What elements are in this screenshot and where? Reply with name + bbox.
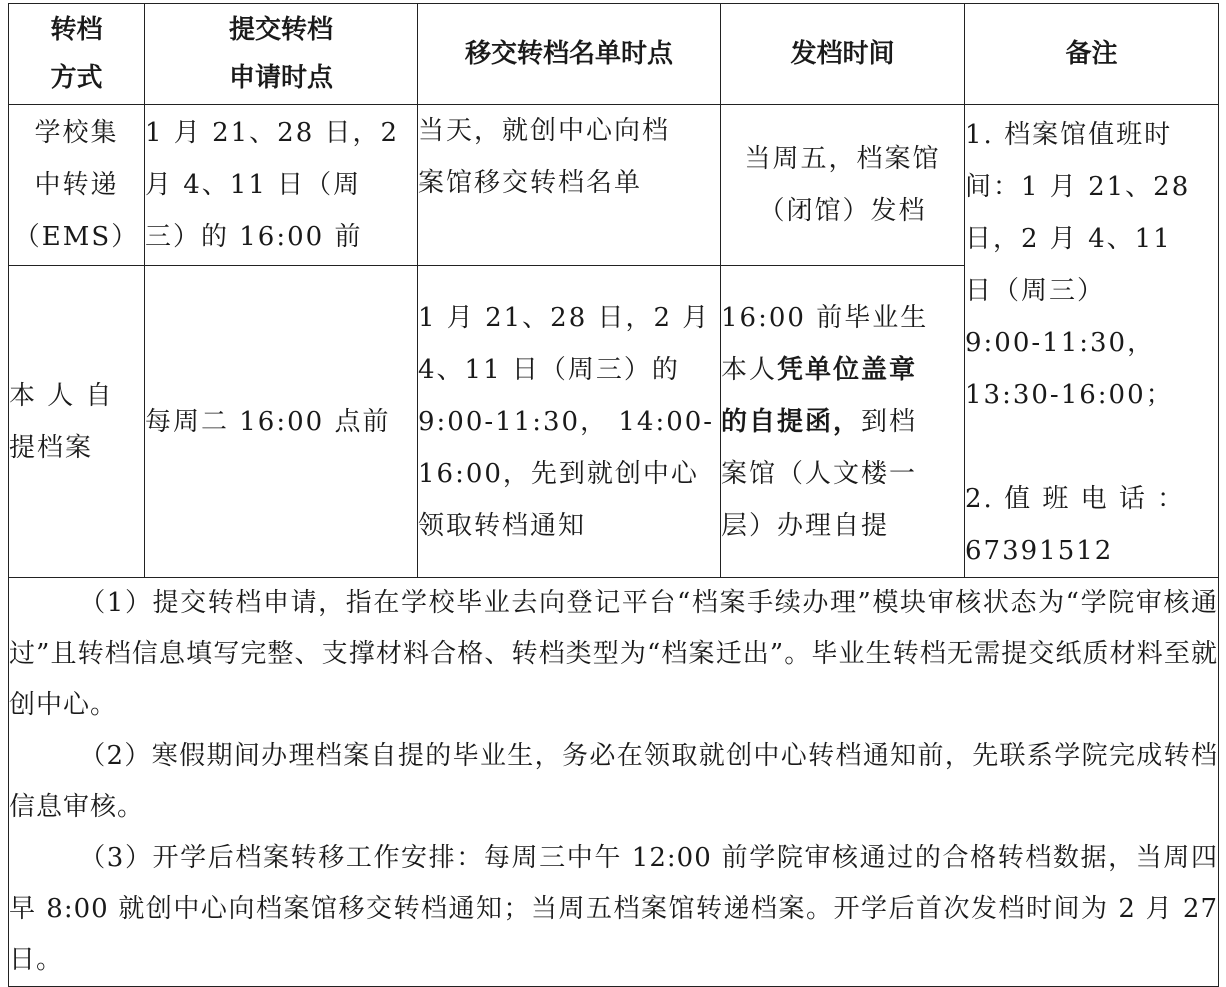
self-send-time-cell: 16:00 前毕业生 本人凭单位盖章 的自提函，到档 案馆（人文楼一 层）办理自提	[721, 266, 965, 578]
ems-method-cell: 学校集 中转递 （EMS）	[9, 105, 145, 266]
ems-submit-time-cell: 1 月 21、28 日，2 月 4、11 日（周 三）的 16:00 前	[145, 105, 418, 266]
table-header-row	[9, 4, 1219, 105]
remarks-cell: 1. 档案馆值班时 间：1 月 21、28 日，2 月 4、11 日（周三） 9:00-11:30， 13:30-16:00； 2. 值 班 电 话 ： 67391512	[965, 105, 1219, 578]
header-transfer-method: 转档 方式	[9, 4, 145, 105]
self-transfer-time-cell: 1 月 21、28 日，2 月 4、11 日（周三）的 9:00-11:30， 14:00- 16:00，先到就创中心 领取转档通知	[418, 266, 721, 578]
note-1: （1）提交转档申请，指在学校毕业去向登记平台“档案手续办理”模块审核状态为“学院审核通过”且转档信息填写完整、支撑材料合格、转档类型为“档案迁出”。毕业生转档无需提交纸质材料至就创中心。	[9, 588, 1218, 720]
header-submit-time: 提交转档 申请时点	[145, 4, 418, 105]
header-remarks: 备注	[965, 4, 1219, 105]
header-send-time: 发档时间	[721, 4, 965, 105]
self-method-cell: 本 人 自 提档案	[9, 266, 145, 578]
ems-send-time-cell: 当周五，档案馆 （闭馆）发档	[721, 105, 965, 266]
notes-cell	[9, 578, 1219, 987]
header-transfer-list-time: 移交转档名单时点	[418, 4, 721, 105]
archive-transfer-table	[8, 3, 1219, 987]
notes-row	[9, 578, 1219, 987]
note-2: （2）寒假期间办理档案自提的毕业生，务必在领取就创中心转档通知前，先联系学院完成转档信息审核。	[9, 741, 1218, 822]
table-row-ems	[9, 105, 1219, 266]
self-submit-time-cell: 每周二 16:00 点前	[145, 266, 418, 578]
note-3: （3）开学后档案转移工作安排：每周三中午 12:00 前学院审核通过的合格转档数据，当周四早 8:00 就创中心向档案馆移交转档通知；当周五档案馆转递档案。开学后首次发档时间为 2 月 27 日。	[9, 843, 1218, 975]
ems-transfer-time-cell: 当天，就创中心向档 案馆移交转档名单	[418, 105, 721, 266]
